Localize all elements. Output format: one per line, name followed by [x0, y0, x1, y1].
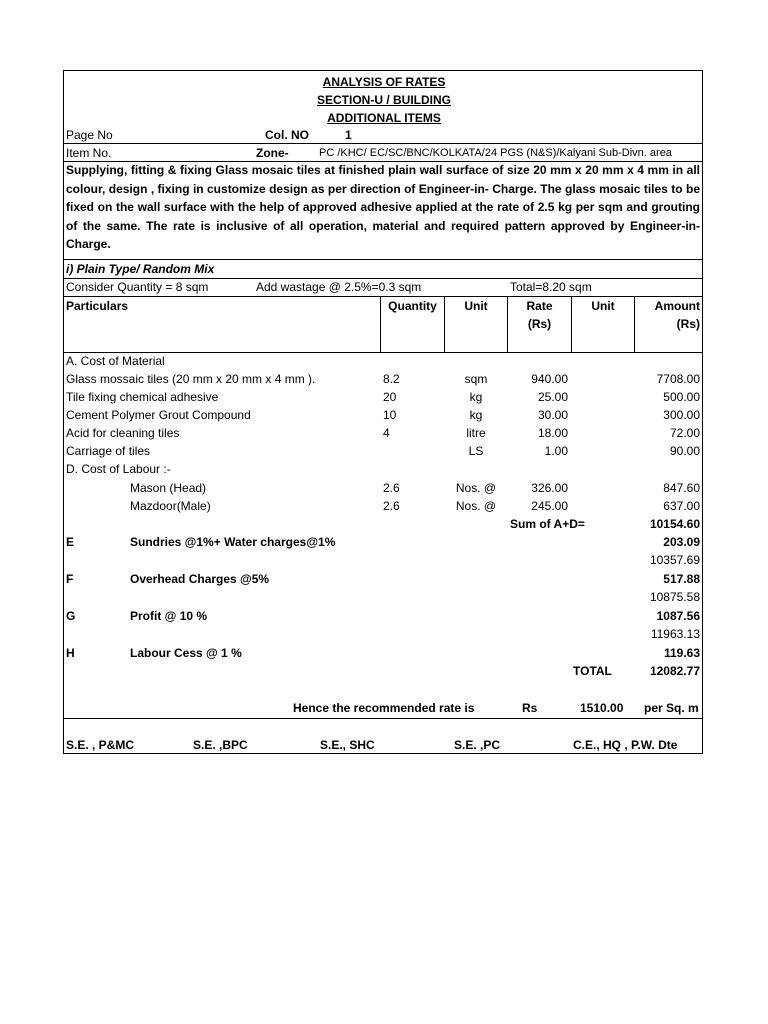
adjustment-subtotal: 10875.58 [649, 590, 700, 604]
sum-value: 10154.60 [649, 517, 700, 531]
section-a-label: A. Cost of Material [66, 354, 165, 368]
material-amount: 90.00 [669, 444, 700, 458]
labour-unit: Nos. @ [455, 499, 497, 513]
total-quantity: Total=8.20 sqm [510, 280, 592, 294]
consider-quantity: Consider Quantity = 8 sqm [66, 280, 209, 294]
material-particular: Acid for cleaning tiles [66, 426, 180, 440]
adjustment-label: Labour Cess @ 1 % [130, 646, 242, 660]
signature-se-bpc: S.E. ,BPC [193, 738, 248, 752]
adjustment-amount: 1087.56 [656, 609, 700, 623]
material-quantity: 8.2 [383, 372, 400, 386]
recommended-rate-value: 1510.00 [580, 701, 624, 715]
material-particular: Tile fixing chemical adhesive [66, 390, 219, 404]
material-rate: 25.00 [537, 390, 568, 404]
material-rate: 18.00 [537, 426, 568, 440]
zone-label: Zone- [256, 146, 289, 160]
labour-amount: 637.00 [663, 499, 700, 513]
divider [64, 143, 702, 144]
recommended-rate-unit: per Sq. m [644, 701, 699, 715]
section-d-label: D. Cost of Labour :- [66, 462, 171, 476]
sum-label: Sum of A+D= [510, 517, 585, 531]
signature-se-pmc: S.E. , P&MC [66, 738, 135, 752]
material-quantity: 10 [383, 408, 397, 422]
page-no-label: Page No [66, 128, 113, 142]
header-unit-2: Unit [591, 299, 615, 313]
material-rate: 940.00 [531, 372, 568, 386]
adjustment-amount: 119.63 [663, 646, 700, 660]
adjustment-amount: 203.09 [663, 535, 700, 549]
header-rate-unit: (Rs) [527, 317, 552, 331]
material-rate: 1.00 [544, 444, 568, 458]
labour-unit: Nos. @ [455, 481, 497, 495]
material-amount: 7708.00 [656, 372, 700, 386]
title-analysis-of-rates: ANALYSIS OF RATES [322, 75, 446, 89]
subtype-label: i) Plain Type/ Random Mix [66, 262, 215, 276]
material-particular: Cement Polymer Grout Compound [66, 408, 251, 422]
recommended-rate-text: Hence the recommended rate is [293, 701, 475, 715]
adjustment-subtotal: 10357.69 [649, 553, 700, 567]
recommended-rate-currency: Rs [522, 701, 538, 715]
material-amount: 300.00 [663, 408, 700, 422]
signature-se-pc: S.E. ,PC [454, 738, 501, 752]
header-amount-unit: (Rs) [676, 317, 700, 331]
signature-ce-hq: C.E., HQ , P.W. Dte [573, 738, 678, 752]
labour-particular: Mazdoor(Male) [130, 499, 211, 513]
adjustment-code: F [66, 572, 74, 586]
labour-amount: 847.60 [663, 481, 700, 495]
title-additional-items: ADDITIONAL ITEMS [327, 111, 441, 125]
zone-value: PC /KHC/ EC/SC/BNC/KOLKATA/24 PGS (N&S)/Kalyani Sub-Divn. area [319, 147, 672, 159]
adjustment-amount: 517.88 [663, 572, 700, 586]
divider [64, 259, 702, 260]
adjustment-label: Sundries @1%+ Water charges@1% [130, 535, 336, 549]
adjustment-code: H [66, 646, 75, 660]
rate-analysis-sheet [63, 70, 703, 754]
total-value: 12082.77 [649, 664, 700, 678]
header-particulars: Particulars [66, 299, 129, 313]
material-amount: 500.00 [663, 390, 700, 404]
material-quantity: 20 [383, 390, 397, 404]
labour-rate: 245.00 [531, 499, 568, 513]
item-no-label: Item No. [66, 146, 112, 160]
material-unit: kg [469, 408, 483, 422]
material-particular: Carriage of tiles [66, 444, 151, 458]
adjustment-label: Profit @ 10 % [130, 609, 208, 623]
header-rate: Rate [526, 299, 553, 313]
header-quantity: Quantity [388, 299, 437, 313]
wastage: Add wastage @ 2.5%=0.3 sqm [256, 280, 422, 294]
material-unit: sqm [464, 372, 488, 386]
header-amount: Amount [654, 299, 700, 313]
material-particular: Glass mossaic tiles (20 mm x 20 mm x 4 mm ). [66, 372, 316, 386]
header-unit: Unit [464, 299, 488, 313]
signature-se-shc: S.E., SHC [320, 738, 375, 752]
material-unit: LS [468, 444, 484, 458]
item-description: Supplying, fitting & fixing Glass mosaic tiles at finished plain wall surface of size 20 mm x 20 mm x 4 mm in all colour, design , fixing in customize design as per direction of Engineer-in- Charge. The glass mosaic tiles to be fixed on the wall surface with the help of approved adhesive applied at the rate of 2.5 kg per sqm and grouting of the same. The rate is inclusive of all operation, material and required pattern approved by Engineer-in-Charge. [66, 163, 700, 251]
adjustment-code: G [66, 609, 76, 623]
material-unit: kg [469, 390, 483, 404]
material-unit: litre [466, 426, 486, 440]
material-rate: 30.00 [537, 408, 568, 422]
material-amount: 72.00 [669, 426, 700, 440]
col-no-label: Col. NO [265, 128, 309, 142]
divider [64, 718, 702, 719]
labour-rate: 326.00 [531, 481, 568, 495]
adjustment-label: Overhead Charges @5% [130, 572, 270, 586]
labour-quantity: 2.6 [383, 481, 400, 495]
labour-particular: Mason (Head) [130, 481, 207, 495]
col-no-value: 1 [345, 128, 352, 142]
divider [64, 296, 702, 297]
material-quantity: 4 [383, 426, 390, 440]
adjustment-code: E [66, 535, 75, 549]
adjustment-subtotal: 11963.13 [650, 627, 700, 641]
title-section: SECTION-U / BUILDING [317, 93, 451, 107]
total-label: TOTAL [573, 664, 612, 678]
labour-quantity: 2.6 [383, 499, 400, 513]
